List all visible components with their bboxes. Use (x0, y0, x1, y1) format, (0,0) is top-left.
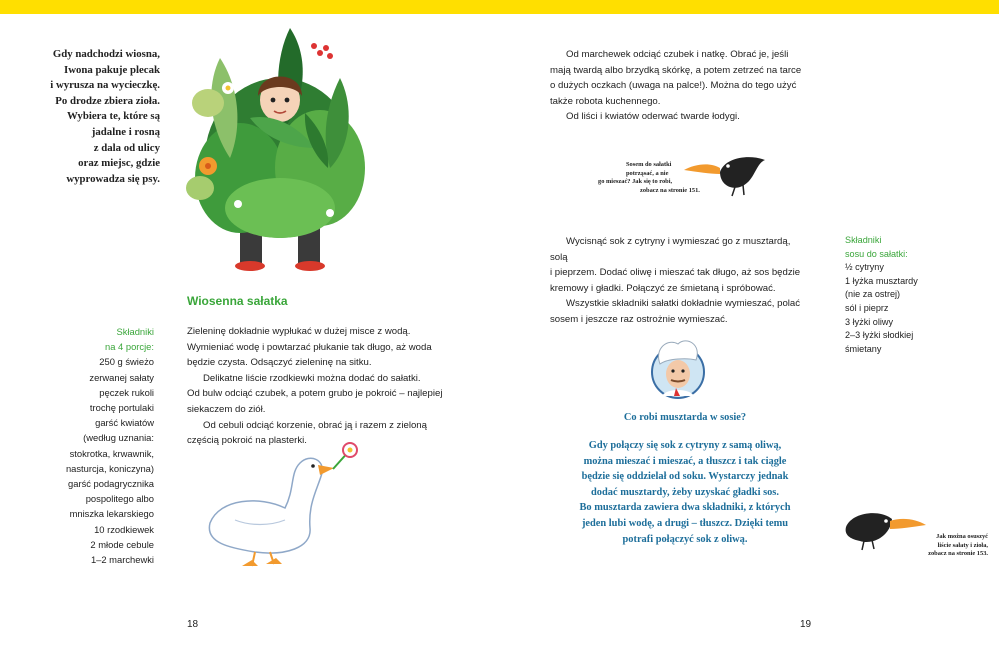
crow-icon (680, 152, 768, 197)
instruction-paragraph (550, 296, 805, 327)
text-line: kremowy i gładki. Połączyć ze śmietaną i spróbować. (550, 282, 776, 294)
ingredient-item: 1 łyżka musztardy (845, 275, 918, 286)
ingredient-item: ½ cytryny (845, 262, 884, 273)
ingredients-list (20, 324, 154, 567)
text-line: Od marchewek odciąć czubek i natkę. Obrać je, jeśli (566, 49, 789, 60)
ingredient-item: 2 młode cebule (90, 538, 154, 550)
ingredient-item: stokrotka, krwawnik, (69, 447, 154, 459)
ingredient-item: nasturcja, koniczyna) (65, 462, 154, 474)
girl-in-plants-illustration (180, 18, 370, 278)
question-heading: Co robi musztarda w sosie? (623, 412, 747, 423)
ingredient-item: 10 rzodkiewek (94, 523, 154, 535)
goose-with-daisy-illustration (200, 448, 360, 573)
page-number-right: 19 (800, 619, 812, 630)
ingredient-item: 250 g świeżo (99, 356, 154, 368)
page-number-left: 18 (187, 619, 199, 630)
answer-line: dodać musztardy, żeby uzyskać gładki sos. (591, 486, 779, 498)
ingredient-item: pospolitego albo (85, 493, 154, 505)
ingredient-item: mniszka lekarskiego (69, 508, 154, 520)
ingredient-item: pęczek rukoli (99, 386, 154, 398)
instructions-left (187, 324, 452, 449)
note-line: potrząsać, a nie (626, 169, 669, 177)
ingredient-item: 3 łyżki oliwy (845, 316, 894, 327)
ingredient-item: garść kwiatów (95, 417, 154, 429)
text-line: Wycisnąć sok z cytryny i wymieszać go z musztardą, solą (550, 236, 791, 263)
text-line: sosem i jeszcze raz ostrożnie wymieszać. (550, 313, 728, 325)
ingredient-item: 2–3 łyżki słodkiej (845, 330, 914, 341)
text-line: także robota kuchennego. (550, 95, 661, 107)
sauce-ingredients-heading: Składniki (845, 235, 882, 245)
instruction-paragraph (187, 418, 452, 449)
text-line: Od cebuli odciąć korzenie, obrać ją i razem z zieloną (203, 419, 427, 431)
note-line: go mieszać? Jak się to robi, (598, 178, 673, 185)
note-line: zobacz na stronie 151. (640, 186, 700, 194)
top-color-bar (0, 0, 999, 14)
chef-portrait-illustration (648, 338, 712, 400)
answer-line: potrafi połączyć sok z oliwą. (622, 533, 748, 545)
instruction-paragraph (187, 324, 452, 371)
answer-line: Bo musztarda zawiera dwa składniki, z których (579, 502, 791, 514)
ingredient-item: (nie za ostrej) (845, 289, 901, 300)
ingredient-item: zerwanej sałaty (89, 371, 154, 383)
ingredients-heading: na 4 porcje: (105, 341, 154, 353)
ingredient-item: garść podagrycznika (68, 478, 154, 490)
recipe-title: Wiosenna sałatka (187, 294, 288, 308)
ingredient-item: 1–2 marchewki (90, 554, 154, 566)
answer-line: będzie się oddzielał od soku. Wystarczy jednak (581, 471, 789, 483)
text-line: siekaczem do ziół. (187, 403, 266, 415)
ingredients-heading: Składniki (116, 326, 154, 337)
text-line: Zieleninę dokładnie wypłukać w dużej misce z wodą. (187, 326, 411, 337)
text-line: częścią pokroić na plasterki. (187, 435, 307, 447)
crow-note-drying (888, 533, 988, 559)
intro-line: z dala od ulicy (93, 141, 160, 154)
intro-line: oraz miejsc, gdzie (78, 157, 160, 170)
note-line: Jak można osuszyć (936, 533, 988, 540)
intro-line: Iwona pakuje plecak (64, 63, 160, 76)
text-line: i pieprzem. Dodać oliwę i mieszać tak długo, aż sos będzie (550, 267, 801, 279)
instructions-right-top (550, 47, 805, 125)
ingredient-item: (według uznania: (83, 432, 154, 444)
answer-text (555, 438, 815, 547)
intro-line: jadalne i rosną (91, 125, 160, 138)
instructions-right-sauce (550, 234, 805, 328)
text-line: o dużych oczkach (uwaga na palce!). Można do tego użyć (550, 80, 797, 92)
note-line: Sosem do sałatki (626, 161, 672, 168)
ingredient-item: śmietany (845, 343, 882, 354)
note-line: liście sałaty i zioła, (937, 541, 988, 549)
answer-line: jeden lubi wodę, a drugi – tłuszcz. Dzięki temu (581, 517, 789, 529)
instruction-paragraph (550, 234, 805, 296)
intro-line: Gdy nadchodzi wiosna, (52, 48, 160, 60)
intro-line: i wyrusza na wycieczkę. (50, 79, 160, 92)
text-line: Od bulw odciąć czubek, a potem grubo je pokroić – najlepiej (187, 388, 443, 400)
answer-line: można mieszać i mieszać, a tłuszcz i tak ciągle (583, 455, 787, 467)
text-line: będzie czysta. Odsączyć zieleninę na sitku. (187, 357, 372, 369)
text-line: Delikatne liście rzodkiewki można dodać do sałatki. (203, 372, 421, 384)
ingredient-item: sól i pieprz (845, 302, 889, 313)
text-line: Wszystkie składniki sałatki dokładnie wymieszać, polać (566, 298, 801, 310)
sauce-ingredients-heading: sosu do sałatki: (845, 248, 908, 259)
instruction-paragraph (550, 109, 805, 125)
instruction-paragraph (550, 47, 805, 109)
instruction-paragraph (187, 371, 452, 418)
answer-line: Gdy połączy się sok z cytryny z samą oliwą, (588, 440, 782, 451)
sauce-ingredients-list (845, 234, 955, 356)
text-line: Wymieniać wodę i powtarzać płukanie tak długo, aż woda (187, 341, 432, 353)
text-line: Od liści i kwiatów oderwać twarde łodygi. (566, 111, 740, 123)
intro-line: Wybiera te, które są (67, 110, 160, 123)
intro-line: Po drodze zbiera zioła. (55, 94, 160, 107)
intro-text (20, 47, 160, 187)
ingredient-item: trochę portulaki (89, 402, 154, 414)
intro-line: wyprowadza się psy. (66, 172, 160, 185)
note-line: zobacz na stronie 153. (928, 550, 988, 557)
text-line: mają twardą albo brzydką skórkę, a potem zetrzeć na tarce (550, 64, 802, 76)
